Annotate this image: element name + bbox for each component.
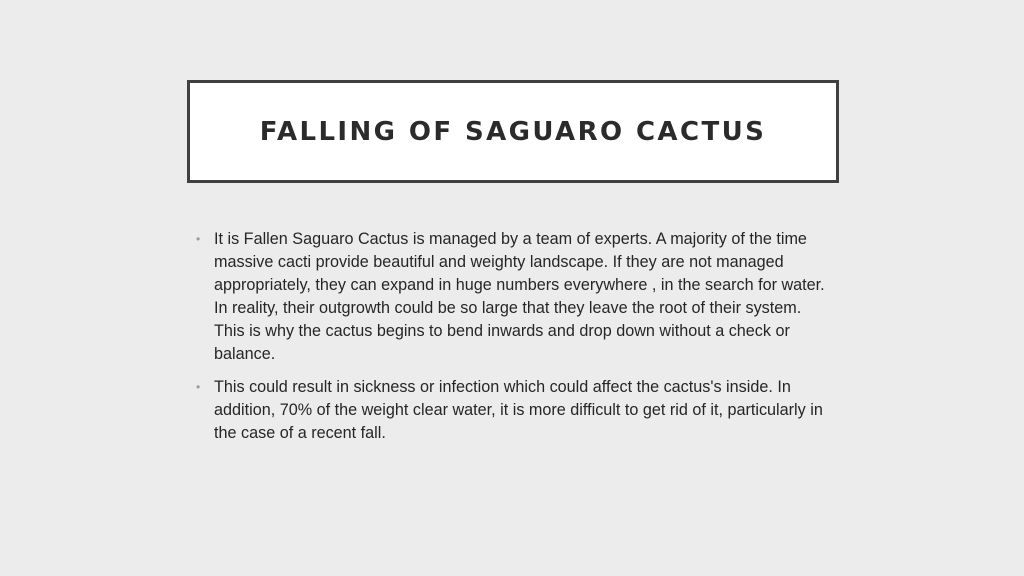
bullet-icon: •	[196, 380, 201, 394]
bullet-text: This could result in sickness or infection which could affect the cactus's inside. In addition, 70% of the weight clear water, it is more difficult to get rid of it, particularly in the case of a recent fall.	[214, 378, 823, 442]
bullet-list	[196, 228, 826, 455]
slide-title: FALLING OF SAGUARO CACTUS	[259, 116, 767, 147]
title-box	[187, 80, 839, 183]
bullet-icon: •	[196, 232, 201, 246]
bullet-item	[196, 228, 826, 366]
bullet-item	[196, 376, 826, 445]
bullet-text: It is Fallen Saguaro Cactus is managed by a team of experts. A majority of the time massive cacti provide beautiful and weighty landscape. If they are not managed appropriately, they can expand in huge numbers everywhere , in the search for water. In reality, their outgrowth could be so large that they leave the root of their system. This is why the cactus begins to bend inwards and drop down without a check or balance.	[214, 230, 825, 363]
